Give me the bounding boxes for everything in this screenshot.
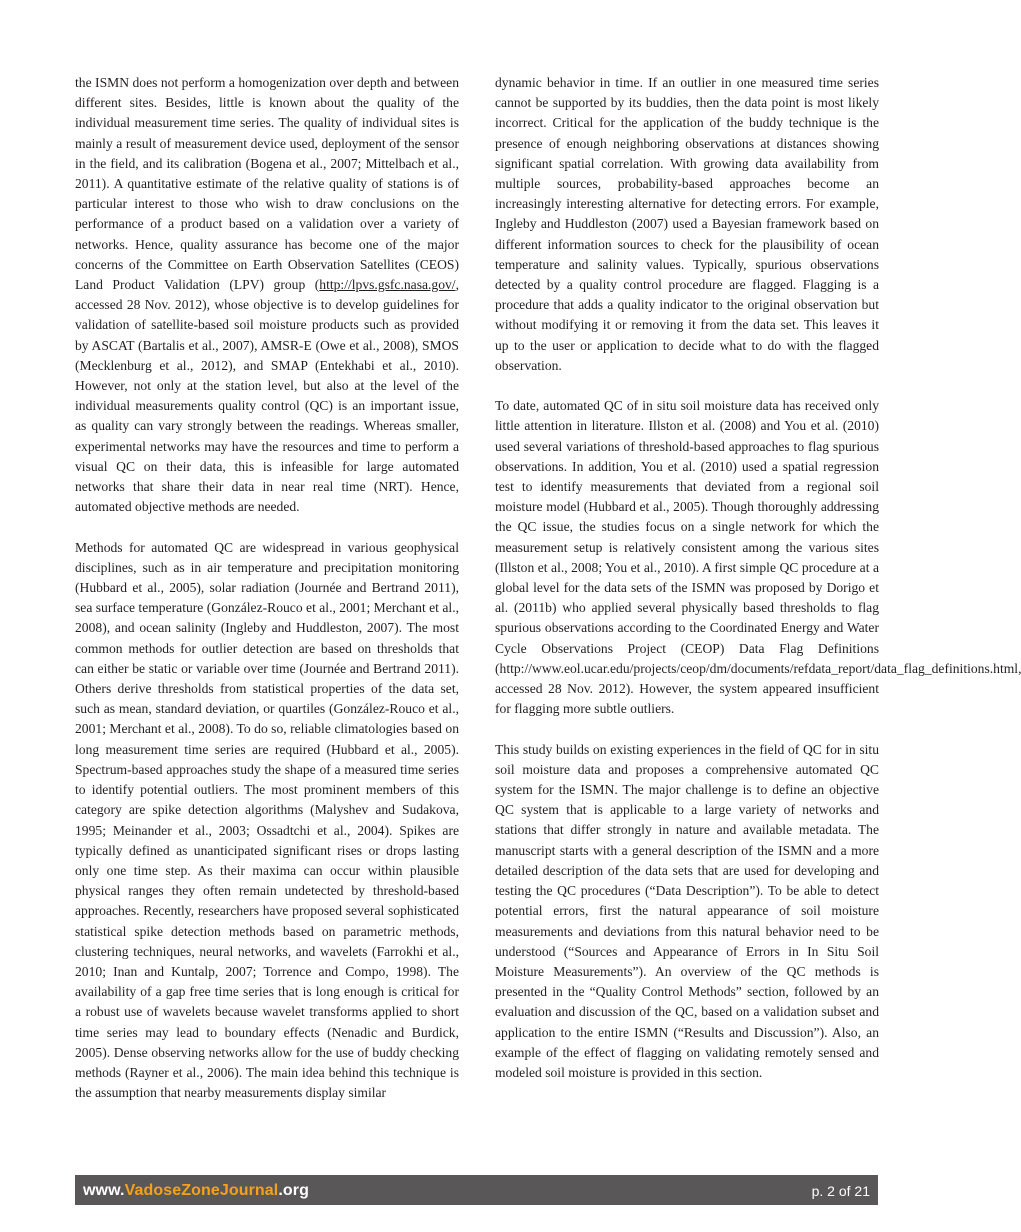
site-brand: VadoseZoneJournal <box>124 1182 279 1199</box>
site-suffix: .org <box>278 1182 309 1199</box>
paragraph-quality-assurance <box>75 73 459 517</box>
page-number: p. 2 of 21 <box>811 1183 870 1199</box>
paragraph-text: , accessed 28 Nov. 2012), whose objective is to develop guidelines for validation of satellite-based soil moisture products such as provided by ASCAT (Bartalis et al., 2007), AMSR-E (Owe et al., 2008), SMOS (Mecklenburg et al., 2012), and SMAP (Entekhabi et al., 2010). However, not only at the station level, but also at the level of the individual measurements quality control (QC) is an important issue, as quality can vary strongly between the readings. Whereas smaller, experimental networks may have the resources and time to perform a visual QC on their data, this is infeasible for large automated networks that share their data in near real time (NRT). Hence, automated objective methods are needed. <box>75 277 459 515</box>
paragraph-buddy-checking: dynamic behavior in time. If an outlier in one measured time series cannot be supported by its buddies, then the data point is most likely incorrect. Critical for the application of the buddy technique is the presence of enough neighboring observations at distances showing significant spatial correlation. With growing data availability from multiple sources, probability-based approaches become an increasingly interesting alternative for detecting errors. For example, Ingleby and Huddleston (2007) used a Bayesian framework based on different information sources to check for the plausibility of ocean temperature and salinity values. Typically, spurious observations detected by a quality control procedure are flagged. Flagging is a procedure that adds a quality indicator to the original observation but without modifying it or removing it from the data set. This leaves it up to the user or application to decide what to do with the flagged observation. <box>495 75 879 373</box>
left-column <box>75 73 459 1103</box>
right-column <box>495 73 1021 1083</box>
paragraph-text: the ISMN does not perform a homogenization over depth and between different sites. Besides, little is known about the quality of the individual measurement time series. The quality of individual sites is mainly a result of measurement device used, deployment of the sensor in the field, and its calibration (Bogena et al., 2007; Mittelbach et al., 2011). A quantitative estimate of the relative quality of stations is of particular interest to those who wish to draw conclusions on the performance of a product based on a validation over a variety of networks. Hence, quality assurance has become one of the major concerns of the Committee on Earth Observation Satellites (CEOS) Land Product Validation (LPV) group ( <box>75 75 459 293</box>
page-footer <box>75 1175 878 1205</box>
site-prefix: www. <box>83 1182 125 1199</box>
paragraph-automated-qc-methods: Methods for automated QC are widespread in various geophysical disciplines, such as in air temperature and precipitation monitoring (Hubbard et al., 2005), solar radiation (Journée and Bertrand 2011), sea surface temperature (González-Rouco et al., 2001; Merchant et al., 2008), and ocean salinity (Ingleby and Huddleston, 2007). The most common methods for outlier detection are based on thresholds that can either be static or variable over time (Journée and Bertrand 2011). Others derive thresholds from statistical properties of the data set, such as mean, standard deviation, or quartiles (González-Rouco et al., 2001; Merchant et al., 2008). To do so, reliable climatologies based on long measurement time series are required (Hubbard et al., 2005). Spectrum-based approaches study the shape of a measured time series to identify potential outliers. The most prominent members of this category are spike detection algorithms (Malyshev and Sudakova, 1995; Meinander et al., 2003; Ossadtchi et al., 2004). Spikes are typically defined as unanticipated significant rises or drops lasting only one time step. As their maxima can occur within plausible physical ranges they often remain undetected by threshold-based approaches. Recently, researchers have proposed several sophisticated statistical spike detection methods based on parametric methods, clustering techniques, neural networks, and wavelets (Farrokhi et al., 2010; Inan and Kuntalp, 2007; Torrence and Compo, 1998). The availability of a gap free time series that is long enough is critical for a robust use of wavelets because wavelet transforms applied to short time series may lead to boundary effects (Nenadic and Burdick, 2005). Dense observing networks allow for the use of buddy checking methods (Rayner et al., 2006). The main idea behind this technique is the assumption that nearby measurements display similar <box>75 539 459 1101</box>
paragraph-study-overview: This study builds on existing experiences in the field of QC for in situ soil moisture data and proposes a comprehensive automated QC system for the ISMN. The major challenge is to define an objective QC system that is applicable to a large variety of networks and stations that differ strongly in nature and available metadata. The manuscript starts with a general description of the ISMN and a more detailed description of the data sets that are used for developing and testing the QC procedures (“Data Description”). To be able to detect potential errors, first the natural appearance of soil moisture measurements and deviations from this natural behavior need to be understood (“Sources and Appearance of Errors in In Situ Soil Moisture Measurements”). An overview of the QC methods is presented in the “Quality Control Methods” section, followed by an evaluation and discussion of the QC, based on a validation subset and application to the entire ISMN (“Results and Discussion”). Also, an example of the effect of flagging on validating remotely sensed and modeled soil moisture is provided in this section. <box>495 741 879 1080</box>
journal-website[interactable] <box>83 1182 309 1200</box>
paragraph-soil-moisture-qc: To date, automated QC of in situ soil moisture data has received only little attention in literature. Illston et al. (2008) and You et al. (2010) used several variations of threshold-based approaches to flag spurious observations. In addition, You et al. (2010) used a spatial regression test to identify measurements that deviated from a regional soil moisture model (Hubbard et al., 2005). Though thoroughly addressing the QC issue, the studies focus on a single network for which the measurement setup is relatively consistent among the various sites (Illston et al., 2008; You et al., 2010). A first simple QC procedure at a global level for the data sets of the ISMN was proposed by Dorigo et al. (2011b) who applied several physically based thresholds to flag spurious observations according to the Coordinated Energy and Water Cycle Observations Project (CEOP) Data Flag Definitions (http://www.eol.ucar.edu/projects/ceop/dm/documents/refdata_report/data_flag_definitions.html, accessed 28 Nov. 2012). However, the system appeared insufficient for flagging more subtle outliers. <box>495 398 1021 717</box>
lpv-link[interactable]: http://lpvs.gsfc.nasa.gov/ <box>319 277 456 293</box>
